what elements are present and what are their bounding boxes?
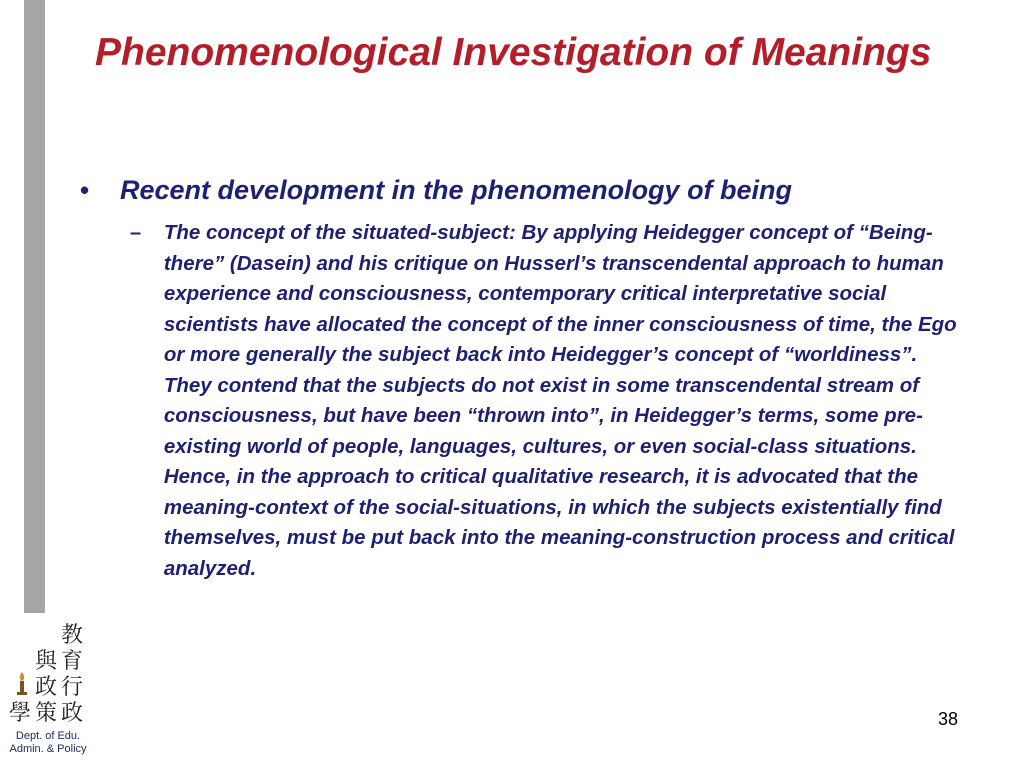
logo-char: 與 <box>34 649 57 674</box>
logo-char: 行 <box>60 675 83 700</box>
logo-char: 策 <box>34 701 57 726</box>
logo-char: 學 <box>8 701 31 726</box>
sub-bullet-item <box>130 218 960 584</box>
logo-char: 政 <box>60 701 83 726</box>
sub-bullet-text: The concept of the situated-subject: By applying Heidegger concept of “Being-there” (Dasein) and his critique on Husserl’s transcendental approach to human experience and consciousness, contemporary critical interpretative social scientists have allocated the concept of the inner consciousness of time, the Ego or more generally the subject back into Heidegger’s concept of “worldiness”. They contend that the subjects do not exist in some transcendental stream of consciousness, but have been “thrown into”, in Heidegger’s terms, some pre-existing world of people, languages, cultures, or even social-class situations. Hence, in the approach to critical qualitative research, it is advocated that the meaning-context of the social-situations, in which the subjects existentially find themselves, must be put back into the meaning-construction process and critical analyzed. <box>163 221 957 580</box>
logo-characters <box>6 624 90 728</box>
bullet-text: Recent development in the phenomenology of being <box>120 175 793 205</box>
bullet-item <box>80 170 1000 210</box>
department-logo <box>6 624 90 758</box>
logo-char: 政 <box>34 675 57 700</box>
sub-bullet-marker: – <box>130 222 142 244</box>
logo-char: 育 <box>60 649 83 674</box>
torch-emblem-icon <box>11 670 33 696</box>
page-number: 38 <box>938 709 959 729</box>
logo-char: 教 <box>60 623 83 648</box>
logo-caption-line: Dept. of Edu. <box>15 730 81 742</box>
logo-caption <box>6 730 90 756</box>
logo-caption-line: Admin. & Policy <box>9 743 87 755</box>
bullet-marker: • <box>80 175 90 205</box>
slide-title: Phenomenological Investigation of Meanings <box>95 31 932 74</box>
side-bar-decoration <box>24 0 45 613</box>
